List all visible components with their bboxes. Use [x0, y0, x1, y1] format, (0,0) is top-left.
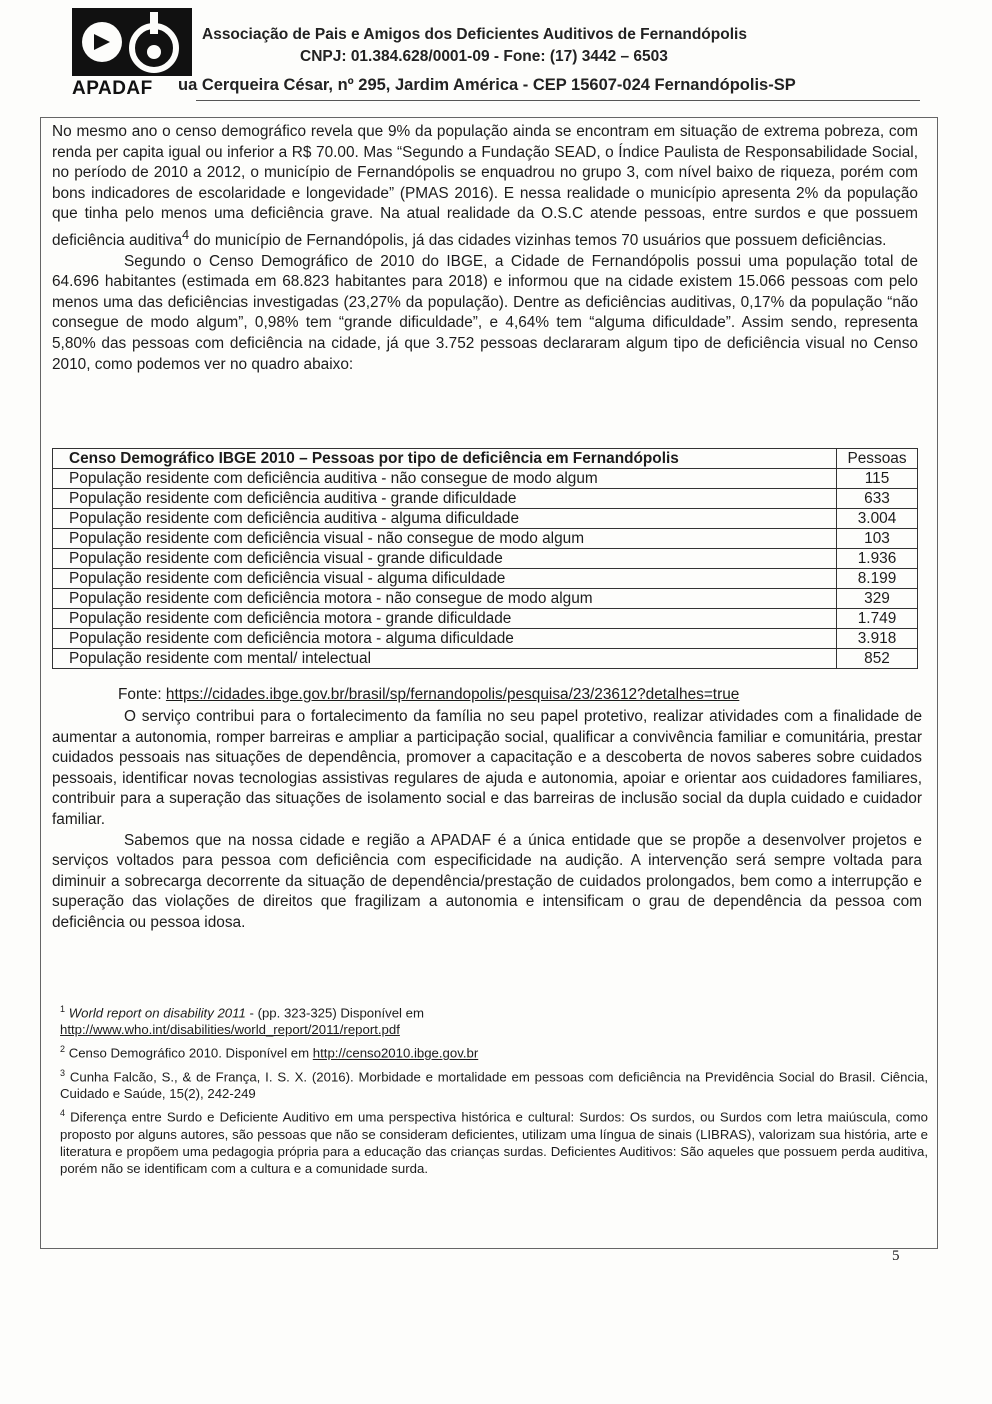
- table-header-value: Pessoas: [837, 449, 918, 469]
- row-value: 3.004: [837, 509, 918, 529]
- page-number: 5: [892, 1248, 900, 1264]
- table-row: [53, 509, 918, 529]
- row-value: 852: [837, 649, 918, 669]
- paragraph-1-text: No mesmo ano o censo demográfico revela que 9% da população ainda se encontram em situação de extrema pobreza, com renda per capita igual ou inferior a R$ 70.00. Mas “Segundo a Fundação SEAD, o Índice Paulista de Responsabilidade Social, no período de 2010 a 2012, o município de Fernandópolis se enquadrou no grupo 3, com nível baixo de riqueza, porém com bons indicadores de escolaridade e longevidade” (PMAS 2016). E nessa realidade o município apresenta 2% da população que tinha pelo menos uma deficiência grave. Na atual realidade da O.S.C atende pessoas, entre surdos e que possuem deficiência auditiva: [52, 123, 918, 250]
- row-value: 329: [837, 589, 918, 609]
- footnote-2-link[interactable]: http://censo2010.ibge.gov.br: [312, 1045, 479, 1061]
- footnote-4-number: 4: [60, 1108, 66, 1119]
- row-label: População residente com deficiência motora - alguma dificuldade: [53, 629, 837, 649]
- footnote-1-title: World report on disability 2011: [68, 1005, 246, 1021]
- source-prefix: Fonte:: [118, 686, 166, 703]
- footnote-ref: 4: [182, 226, 190, 242]
- intro-text: [52, 122, 918, 375]
- table-header-label: Censo Demográfico IBGE 2010 – Pessoas por tipo de deficiência em Fernandópolis: [53, 449, 837, 469]
- footnote-3: [60, 1065, 928, 1102]
- table-row: [53, 629, 918, 649]
- table-row: [53, 589, 918, 609]
- footnote-4: [60, 1105, 928, 1176]
- logo-text: APADAF: [72, 78, 153, 99]
- table-row: [53, 469, 918, 489]
- paragraph-3: O serviço contribui para o fortalecimento da família no seu papel protetivo, realizar atividades com a finalidade de aumentar a autonomia, romper barreiras e ampliar a participação social, qualificar a convivência familiar e comunitária, prestar cuidados pessoais nas situações de dependência, promover a capacitação e a descoberta de novos saberes sobre cuidados pessoais, identificar novas tecnologias assistivas regulares de ajuda e autonomia, apoiar e orientar aos cuidadores familiares, contribuir para a superação das situações de isolamento social e das barreiras de inclusão social da dupla cuidado e cuidador familiar.: [52, 708, 922, 828]
- row-label: População residente com deficiência visual - alguma dificuldade: [53, 569, 837, 589]
- apadaf-logo-icon: [72, 8, 192, 76]
- footnote-3-number: 3: [60, 1067, 66, 1078]
- paragraph-4: Sabemos que na nossa cidade e região a APADAF é a única entidade que se propõe a desenvolver projetos e serviços voltados para pessoa com deficiência com especificidade na audição. A intervenção será sempre voltada para diminuir a sobrecarga decorrente da situação de dependência/prestação de cuidados prolongados, bem como a interrupção e superação das violações de direitos que fragilizam a autonomia e intensificam o grau de dependência da pessoa com deficiência ou pessoa idosa.: [52, 831, 922, 931]
- footnote-1-link[interactable]: http://www.who.int/disabilities/world_report/2011/report.pdf: [60, 1022, 400, 1038]
- footnote-1-number: 1: [60, 1004, 66, 1014]
- paragraph-1-tail: do município de Fernandópolis, já das cidades vizinhas temos 70 usuários que possuem deficiências.: [189, 232, 887, 250]
- org-name: Associação de Pais e Amigos dos Deficientes Auditivos de Fernandópolis: [202, 26, 747, 43]
- footnote-3-text: Cunha Falcão, S., & de França, I. S. X. (2016). Morbidade e mortalidade em pessoas com deficiência na Previdência Social do Brasil. Ciência, Cuidado e Saúde, 15(2), 242-249: [60, 1069, 928, 1102]
- header-divider: [196, 100, 920, 101]
- row-value: 8.199: [837, 569, 918, 589]
- row-value: 3.918: [837, 629, 918, 649]
- footnote-4-text: Diferença entre Surdo e Deficiente Auditivo em uma perspectiva histórica e cultural: Surdos: Os surdos, ou Surdos com letra maiúscula, como proposto por alguns autores, são pessoas que não se consideram deficientes, utilizam uma língua de sinais (LIBRAS), valorizam sua história, arte e literatura e propõem uma pedagogia própria para a educação das crianças surdas. Deficientes Auditivos: São aqueles que possuem perda auditiva, porém não se identificam com a cultura e a comunidade surda.: [60, 1109, 928, 1176]
- row-label: População residente com deficiência auditiva - não consegue de modo algum: [53, 469, 837, 489]
- row-value: 103: [837, 529, 918, 549]
- row-value: 633: [837, 489, 918, 509]
- table-row: [53, 549, 918, 569]
- footnote-2: [60, 1041, 928, 1061]
- row-label: População residente com deficiência motora - grande dificuldade: [53, 609, 837, 629]
- row-value: 1.749: [837, 609, 918, 629]
- table-source: [118, 686, 739, 704]
- row-label: População residente com deficiência motora - não consegue de modo algum: [53, 589, 837, 609]
- census-table: [52, 448, 918, 669]
- service-text: [52, 707, 922, 934]
- table-row: [53, 569, 918, 589]
- row-value: 1.936: [837, 549, 918, 569]
- paragraph-1: [52, 122, 918, 252]
- table-row: [53, 489, 918, 509]
- row-label: População residente com deficiência auditiva - alguma dificuldade: [53, 509, 837, 529]
- row-label: População residente com deficiência visual - não consegue de modo algum: [53, 529, 837, 549]
- apadaf-logo: [72, 8, 194, 99]
- table-row: [53, 609, 918, 629]
- footnote-2-text: Censo Demográfico 2010. Disponível em: [68, 1045, 313, 1061]
- row-label: População residente com deficiência visual - grande dificuldade: [53, 549, 837, 569]
- table-row: [53, 529, 918, 549]
- footnote-1: [60, 1001, 928, 1038]
- paragraph-2: Segundo o Censo Demográfico de 2010 do IBGE, a Cidade de Fernandópolis possui uma população total de 64.696 habitantes (estimada em 68.823 habitantes para 2018) e informou que na cidade existem 15.066 pessoas com pelo menos uma das deficiências investigadas (23,27% da população). Dentre as deficiências auditivas, 0,17% da população “não consegue de modo algum”, 0,98% tem “grande dificuldade”, e 4,64% tem “alguma dificuldade”. Assim sendo, representa 5,80% das pessoas com deficiência na cidade, já que 3.752 pessoas declararam algum tipo de deficiência visual no Censo 2010, como podemos ver no quadro abaixo:: [52, 252, 918, 373]
- source-link[interactable]: https://cidades.ibge.gov.br/brasil/sp/fernandopolis/pesquisa/23/23612?detalhes=true: [165, 686, 740, 703]
- row-label: População residente com deficiência auditiva - grande dificuldade: [53, 489, 837, 509]
- row-label: População residente com mental/ intelectual: [53, 649, 837, 669]
- row-value: 115: [837, 469, 918, 489]
- footnote-2-number: 2: [60, 1044, 66, 1055]
- cnpj-phone: CNPJ: 01.384.628/0001-09 - Fone: (17) 3442 – 6503: [300, 48, 668, 65]
- table-header-row: [53, 449, 918, 469]
- table-row: [53, 649, 918, 669]
- footnote-1-text: - (pp. 323-325) Disponível em: [245, 1005, 424, 1021]
- footnotes: [60, 1001, 928, 1180]
- org-address: ua Cerqueira César, nº 295, Jardim América - CEP 15607-024 Fernandópolis-SP: [178, 76, 796, 94]
